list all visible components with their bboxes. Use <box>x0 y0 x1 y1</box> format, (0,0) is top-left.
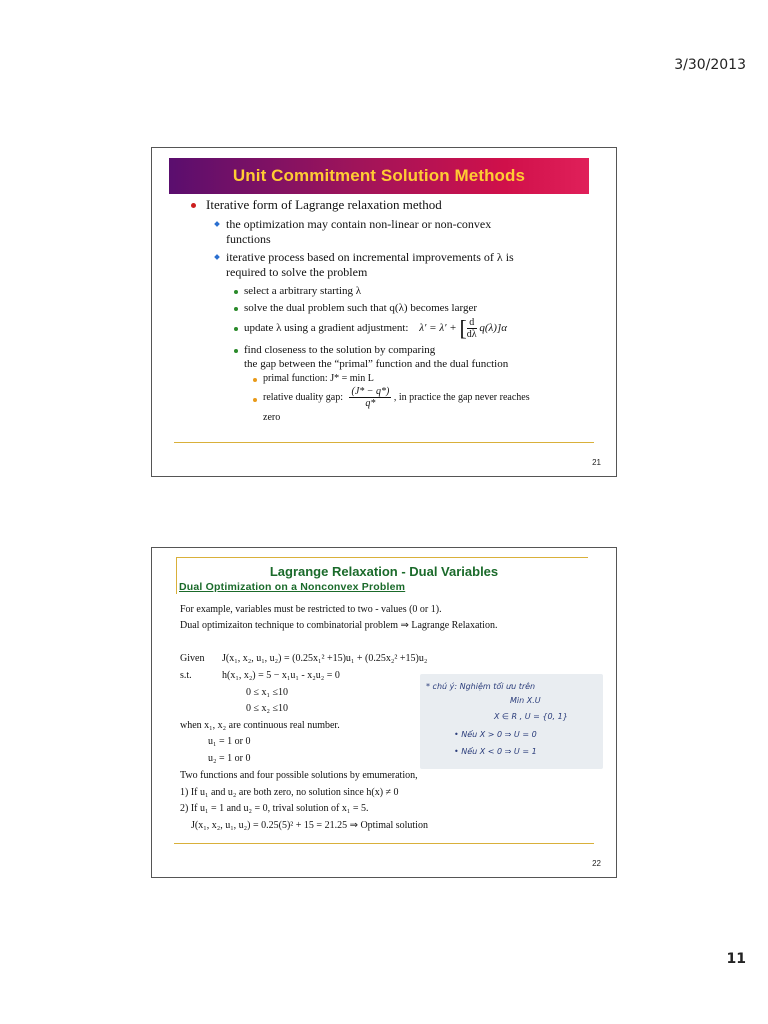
bullet-level3: find closeness to the solution by comparing <box>244 344 436 356</box>
bullet-level4: primal function: J* = min L <box>263 373 374 384</box>
bullet-level3: solve the dual problem such that q(λ) becomes larger <box>244 302 478 314</box>
derivative-fraction: $\frac{d}{d\lambda}$ <box>466 316 477 340</box>
bullet-level2-cont: functions <box>226 232 271 246</box>
note-line: • Nếu X < 0 ⇒ U = 1 <box>454 747 537 756</box>
slide-number: 22 <box>592 859 601 868</box>
note-line: • Nếu X > 0 ⇒ U = 0 <box>454 730 537 739</box>
bullet-icon <box>234 290 238 294</box>
result-equation: J(x₁, x₂, u₁, u₂) = 0.25(5)² + 15 = 21.25 ⇒ Optimal solution <box>191 820 428 831</box>
page-number: 11 <box>726 951 746 967</box>
page-date: 3/30/2013 <box>674 57 746 73</box>
bullet-level2: the optimization may contain non-linear or non-convex <box>226 217 492 231</box>
formula-label: update λ using a gradient adjustment: <box>244 322 409 334</box>
gradient-formula-left: λ′ = λ′ + <box>419 322 457 334</box>
objective-equation: J(x₁, x₂, u₁, u₂) = (0.25x₁² +15)u₁ + (0.25x₂² +15)u₂ <box>222 653 428 664</box>
bullet-level1: Iterative form of Lagrange relaxation method <box>206 197 442 212</box>
bullet-icon <box>234 349 238 353</box>
given-label: Given <box>180 653 205 664</box>
slide-number: 21 <box>592 458 601 467</box>
slide-title-bar <box>169 158 589 194</box>
gradient-formula-right: q(λ)]α <box>479 322 508 334</box>
bound-constraint: 0 ≤ x₁ ≤10 <box>246 687 288 698</box>
note-line: X ∈ R , U = {0, 1} <box>494 712 568 721</box>
text-line: Dual optimizaiton technique to combinatorial problem ⇒ Lagrange Relaxation. <box>180 620 498 631</box>
formula-note: , in practice the gap never reaches <box>393 392 530 403</box>
case-line: 1) If u₁ and u₂ are both zero, no solution since h(x) ≠ 0 <box>180 787 399 798</box>
diamond-bullet-icon <box>214 254 220 260</box>
bullet-level4-formula <box>263 386 530 410</box>
case-line: 2) If u₁ = 1 and u₂ = 0, trival solution of x₁ = 5. <box>180 803 369 814</box>
bullet-level3-cont: the gap between the “primal” function and the dual function <box>244 358 509 370</box>
diamond-bullet-icon <box>214 221 220 227</box>
bullet-icon <box>234 307 238 311</box>
bullet-level3-formula: update λ using a gradient adjustment: λ′ = λ′ + [ $\frac{d}{d\lambda}$ q(λ)]α <box>244 315 508 341</box>
slide-21 <box>151 147 617 477</box>
slide-22 <box>151 547 617 878</box>
slide-title: Lagrange Relaxation - Dual Variables <box>269 564 499 579</box>
binary-constraint: u₂ = 1 or 0 <box>208 753 251 764</box>
bullet-icon <box>234 327 238 331</box>
bullet-level3: select a arbitrary starting λ <box>244 285 362 297</box>
header-divider <box>176 557 588 558</box>
binary-constraint: u₁ = 1 or 0 <box>208 736 251 747</box>
text-line: Two functions and four possible solutions by emumeration, <box>180 770 418 781</box>
st-label: s.t. <box>180 670 192 681</box>
text-line: when x₁, x₂ are continuous real number. <box>180 720 340 731</box>
duality-gap-fraction: $\frac{(J* - q*)}{q*}$ <box>351 386 390 410</box>
bullet-icon <box>253 398 257 402</box>
formula-label: relative duality gap: <box>263 392 343 403</box>
footer-divider <box>174 442 594 443</box>
bullet-level4-cont: zero <box>263 412 281 423</box>
slide-title: Unit Commitment Solution Methods <box>232 166 526 185</box>
bullet-icon <box>253 378 257 382</box>
bullet-level2-cont: required to solve the problem <box>226 265 368 279</box>
handwritten-notes <box>420 674 603 769</box>
bullet-icon <box>191 203 196 208</box>
slide-subtitle: Dual Optimization on a Nonconvex Problem <box>179 581 406 593</box>
note-line: * chú ý: Nghiệm tối ưu trên <box>426 682 536 691</box>
note-line: Min X.U <box>510 696 541 705</box>
footer-divider <box>174 843 594 844</box>
bound-constraint: 0 ≤ x₂ ≤10 <box>246 703 288 714</box>
bullet-level2: iterative process based on incremental improvements of λ is <box>226 250 514 264</box>
constraint-equation: h(x₁, x₂) = 5 − x₁u₁ - x₂u₂ = 0 <box>222 670 340 681</box>
text-line: For example, variables must be restricted to two - values (0 or 1). <box>180 604 442 615</box>
